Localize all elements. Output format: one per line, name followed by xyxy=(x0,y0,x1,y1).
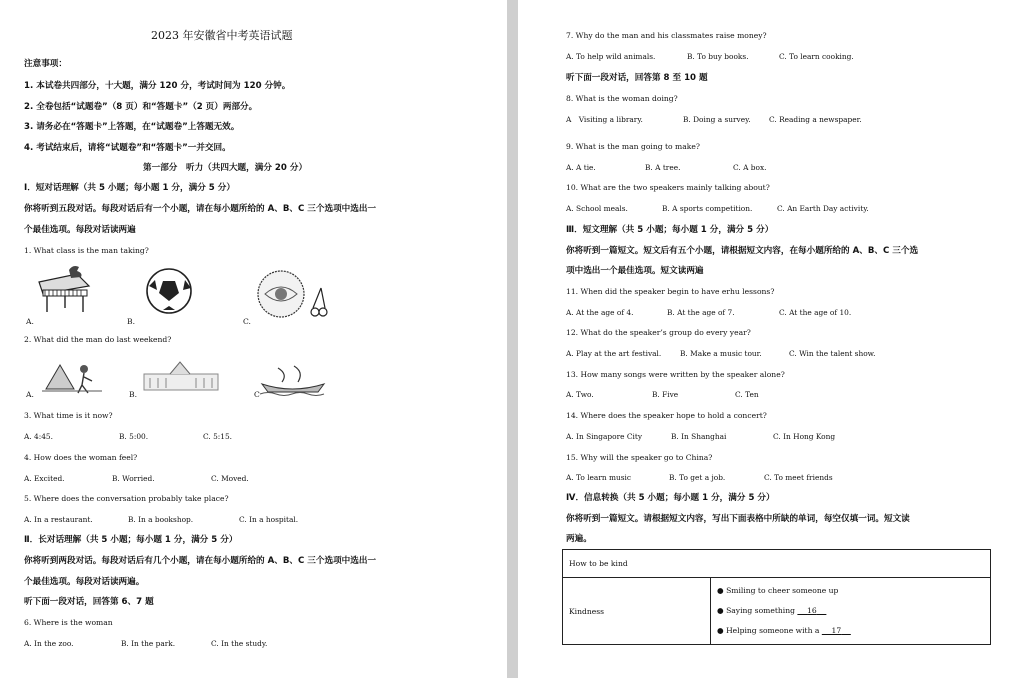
section3-instruction-line1: 你将听到一篇短文。短文后有五个小题，请根据短文内容，在每小题所给的 A、B、C 三个选 xyxy=(566,246,919,256)
q3-option-b: B. 5:00. xyxy=(119,432,149,441)
part1-heading: 第一部分 听力（共四大题，满分 20 分） xyxy=(143,163,308,173)
q11-option-b: B. At the age of 7. xyxy=(667,308,735,317)
question-11: 11. When did the speaker begin to have erhu lessons? xyxy=(566,287,775,296)
q13-option-a: A. Two. xyxy=(566,390,594,399)
q4-option-a: A. Excited. xyxy=(24,474,65,483)
q11-option-a: A. At the age of 4. xyxy=(566,308,634,317)
q6-option-c: C. In the study. xyxy=(211,639,268,648)
q14-option-b: B. In Shanghai xyxy=(671,432,727,441)
q2-option-a: A. xyxy=(26,390,34,399)
section3-instruction-line2: 项中选出一个最佳选项。短文读两遍 xyxy=(566,266,704,276)
note-2: 2. 全卷包括“试题卷”（8 页）和“答题卡”（2 页）两部分。 xyxy=(24,102,258,112)
note-4: 4. 考试结束后，请将“试题卷”和“答题卡”一并交回。 xyxy=(24,143,231,153)
note-1: 1. 本试卷共四部分，十大题，满分 120 分，考试时间为 120 分钟。 xyxy=(24,81,291,91)
section2-title: Ⅱ．长对话理解（共 5 小题；每小题 1 分，满分 5 分） xyxy=(24,535,238,545)
section4-title: Ⅳ．信息转换（共 5 小题；每小题 1 分，满分 5 分） xyxy=(566,493,775,503)
q7-option-c: C. To learn cooking. xyxy=(779,52,854,61)
question-12: 12. What do the speaker’s group do every year? xyxy=(566,328,751,337)
question-8: 8. What is the woman doing? xyxy=(566,94,678,103)
question-13: 13. How many songs were written by the speaker alone? xyxy=(566,370,785,379)
q12-option-c: C. Win the talent show. xyxy=(789,349,876,358)
left-page xyxy=(0,0,507,678)
q13-option-b: B. Five xyxy=(652,390,679,399)
table-header: How to be kind xyxy=(563,550,991,578)
q10-option-b: B. A sports competition. xyxy=(662,204,753,213)
q4-option-c: C. Moved. xyxy=(211,474,249,483)
q15-option-a: A. To learn music xyxy=(566,473,632,482)
section1-instruction-line1: 你将听到五段对话。每段对话后有一个小题，请在每小题所给的 A、B、C 三个选项中选出一 xyxy=(24,204,377,214)
q5-option-a: A. In a restaurant. xyxy=(24,515,93,524)
q9-option-b: B. A tree. xyxy=(645,163,681,172)
camping-icon xyxy=(40,355,104,395)
blank-16[interactable]: 16 xyxy=(807,606,817,615)
question-3: 3. What time is it now? xyxy=(24,411,113,420)
question-6: 6. Where is the woman xyxy=(24,618,113,627)
q2-option-c: C xyxy=(254,390,260,399)
q15-option-b: B. To get a job. xyxy=(669,473,726,482)
right-page xyxy=(518,0,1024,678)
question-2: 2. What did the man do last weekend? xyxy=(24,335,172,344)
question-9: 9. What is the man going to make? xyxy=(566,142,700,151)
question-7: 7. Why do the man and his classmates raise money? xyxy=(566,31,767,40)
table-item: ● Helping someone with a 17 xyxy=(717,621,984,641)
subheading-8-10: 听下面一段对话，回答第 8 至 10 题 xyxy=(566,73,708,83)
q8-option-a: A Visiting a library. xyxy=(566,115,643,124)
boat-icon xyxy=(258,362,328,396)
bullet-icon: ● xyxy=(717,626,724,635)
q1-option-b: B. xyxy=(127,317,135,326)
q10-option-c: C. An Earth Day activity. xyxy=(777,204,869,213)
q1-option-c: C. xyxy=(243,317,251,326)
q9-option-c: C. A box. xyxy=(733,163,767,172)
section1-instruction-line2: 个最佳选项。每段对话读两遍 xyxy=(24,225,136,235)
q3-option-c: C. 5:15. xyxy=(203,432,233,441)
q5-option-c: C. In a hospital. xyxy=(239,515,299,524)
table-item: ● Saying something 16 xyxy=(717,601,984,621)
q15-option-c: C. To meet friends xyxy=(764,473,833,482)
q12-option-a: A. Play at the art festival. xyxy=(566,349,662,358)
q6-option-b: B. In the park. xyxy=(121,639,176,648)
table-item: ● Smiling to cheer someone up xyxy=(717,586,839,595)
q3-option-a: A. 4:45. xyxy=(24,432,53,441)
q6-option-a: A. In the zoo. xyxy=(24,639,74,648)
building-icon xyxy=(140,358,222,396)
section4-instruction-line2: 两遍。 xyxy=(566,534,592,544)
question-1: 1. What class is the man taking? xyxy=(24,246,149,255)
section1-title: Ⅰ．短对话理解（共 5 小题；每小题 1 分，满分 5 分） xyxy=(24,183,235,193)
question-14: 14. Where does the speaker hope to hold a concert? xyxy=(566,411,767,420)
q12-option-b: B. Make a music tour. xyxy=(680,349,762,358)
q14-option-a: A. In Singapore City xyxy=(566,432,642,441)
q8-option-b: B. Doing a survey. xyxy=(683,115,751,124)
question-15: 15. Why will the speaker go to China? xyxy=(566,453,713,462)
question-10: 10. What are the two speakers mainly talking about? xyxy=(566,183,770,192)
q10-option-a: A. School meals. xyxy=(566,204,628,213)
section4-instruction-line1: 你将听到一篇短文。请根据短文内容，写出下面表格中所缺的单词，每空仅填一词。短文读 xyxy=(566,514,910,524)
q9-option-a: A. A tie. xyxy=(566,163,596,172)
cross-stitch-icon xyxy=(251,268,329,324)
section2-subheading: 听下面一段对话，回答第 6、7 题 xyxy=(24,597,154,607)
note-3: 3. 请务必在“答题卡”上答题，在“试题卷”上答题无效。 xyxy=(24,122,240,132)
question-4: 4. How does the woman feel? xyxy=(24,453,138,462)
exam-title: 2023 年安徽省中考英语试题 xyxy=(151,29,293,42)
notes-heading: 注意事项： xyxy=(24,59,67,69)
blank-17[interactable]: 17 xyxy=(831,626,842,635)
q11-option-c: C. At the age of 10. xyxy=(779,308,852,317)
q4-option-b: B. Worried. xyxy=(112,474,155,483)
info-table xyxy=(562,549,991,645)
bullet-icon: ● xyxy=(717,606,724,615)
table-items-cell xyxy=(711,578,991,645)
q8-option-c: C. Reading a newspaper. xyxy=(769,115,862,124)
section2-instruction-line2: 个最佳选项。每段对话读两遍。 xyxy=(24,577,145,587)
bullet-icon: ● xyxy=(717,586,724,595)
q13-option-c: C. Ten xyxy=(735,390,759,399)
section3-title: Ⅲ．短文理解（共 5 小题；每小题 1 分，满分 5 分） xyxy=(566,225,774,235)
q5-option-b: B. In a bookshop. xyxy=(128,515,194,524)
q7-option-a: A. To help wild animals. xyxy=(566,52,656,61)
section2-instruction-line1: 你将听到两段对话。每段对话后有几个小题，请在每小题所给的 A、B、C 三个选项中选出一 xyxy=(24,556,377,566)
piano-icon xyxy=(33,262,93,314)
q2-option-b: B. xyxy=(129,390,137,399)
football-icon xyxy=(141,266,197,316)
q7-option-b: B. To buy books. xyxy=(687,52,749,61)
q1-option-a: A. xyxy=(26,317,34,326)
question-5: 5. Where does the conversation probably take place? xyxy=(24,494,229,503)
q14-option-c: C. In Hong Kong xyxy=(773,432,836,441)
table-row-label: Kindness xyxy=(563,578,711,645)
page-gutter xyxy=(507,0,518,678)
